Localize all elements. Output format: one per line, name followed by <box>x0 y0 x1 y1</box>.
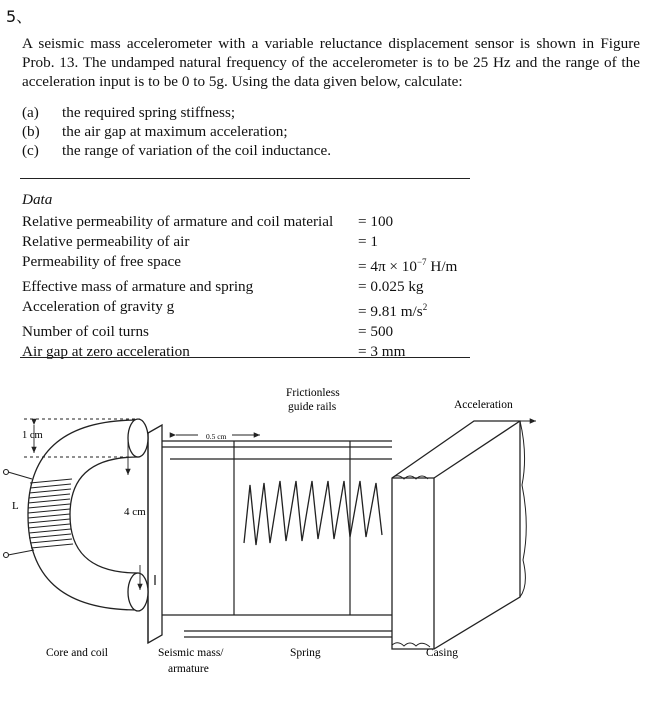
data-bottom-rule <box>20 357 470 358</box>
seismic-label-line1: Seismic mass/ <box>158 647 224 659</box>
acceleration-label: Acceleration <box>454 399 513 411</box>
exponent: −7 <box>416 257 427 267</box>
data-row-value: = 1 <box>358 233 378 250</box>
rails-label-line2: guide rails <box>288 401 337 413</box>
rails-label-line1: Frictionless <box>286 387 340 399</box>
casing-label: Casing <box>426 647 458 659</box>
core-coil-label: Core and coil <box>46 647 108 659</box>
four-cm-label: 4 cm <box>124 506 146 518</box>
data-row-value: = 500 <box>358 323 394 340</box>
data-title: Data <box>22 191 53 208</box>
inductance-label: L <box>12 500 19 512</box>
data-row <box>22 277 472 297</box>
accelerometer-figure <box>0 375 664 701</box>
data-row-value: = 9.81 $m/s^2$ <box>358 302 428 320</box>
data-row <box>22 342 472 362</box>
data-row <box>22 232 472 252</box>
data-row-name: Number of coil turns <box>22 323 149 340</box>
data-row <box>22 212 472 232</box>
part-a-label: (a) <box>22 104 39 121</box>
part-c-text: the range of variation of the coil inductance. <box>62 142 332 159</box>
data-row-name: Relative permeability of air <box>22 233 190 250</box>
casing <box>392 421 526 649</box>
data-row-name: Permeability of free space <box>22 253 181 270</box>
data-row-value: = 100 <box>358 213 394 230</box>
data-row-value: = $4\pi \times 10^{-7}$ H/m <box>358 257 458 275</box>
seismic-mass <box>148 425 162 643</box>
exponent: 2 <box>422 302 428 312</box>
data-row-name: Effective mass of armature and spring <box>22 278 254 295</box>
data-table <box>22 190 472 362</box>
data-row-value: = 0.025 kg <box>358 278 424 295</box>
problem-statement: A seismic mass accelerometer with a variable reluctance displacement sensor is shown in Figure Prob. 13. The undamped natural frequency of the accelerometer is to be 25 Hz and the range of the acceleration input is to be 0 to 5g. Using the data given below, calculate: <box>22 35 640 90</box>
part-b-label: (b) <box>22 123 40 140</box>
data-row-name: Relative permeability of armature and coil material <box>22 213 334 230</box>
question-parts <box>22 103 331 160</box>
spring-label: Spring <box>290 647 321 659</box>
part-c-label: (c) <box>22 142 39 159</box>
data-row <box>22 297 472 322</box>
data-row-name: Air gap at zero acceleration <box>22 343 190 360</box>
part-b-text: the air gap at maximum acceleration; <box>62 123 288 140</box>
part-c <box>22 141 331 160</box>
data-row-name: Acceleration of gravity g <box>22 298 175 315</box>
one-cm-label: 1 cm <box>22 430 43 441</box>
data-top-rule <box>20 178 470 179</box>
data-row-value: = 3 mm <box>358 343 406 360</box>
part-a <box>22 103 331 122</box>
data-row <box>22 322 472 342</box>
question-number: 5、 <box>6 7 33 26</box>
guide-rails <box>160 441 392 637</box>
spring <box>244 481 382 545</box>
seismic-label-line2: armature <box>168 663 209 675</box>
data-row <box>22 252 472 277</box>
part-b <box>22 122 331 141</box>
part-a-text: the required spring stiffness; <box>62 104 236 121</box>
half-cm-label: 0.5 cm <box>206 432 227 441</box>
